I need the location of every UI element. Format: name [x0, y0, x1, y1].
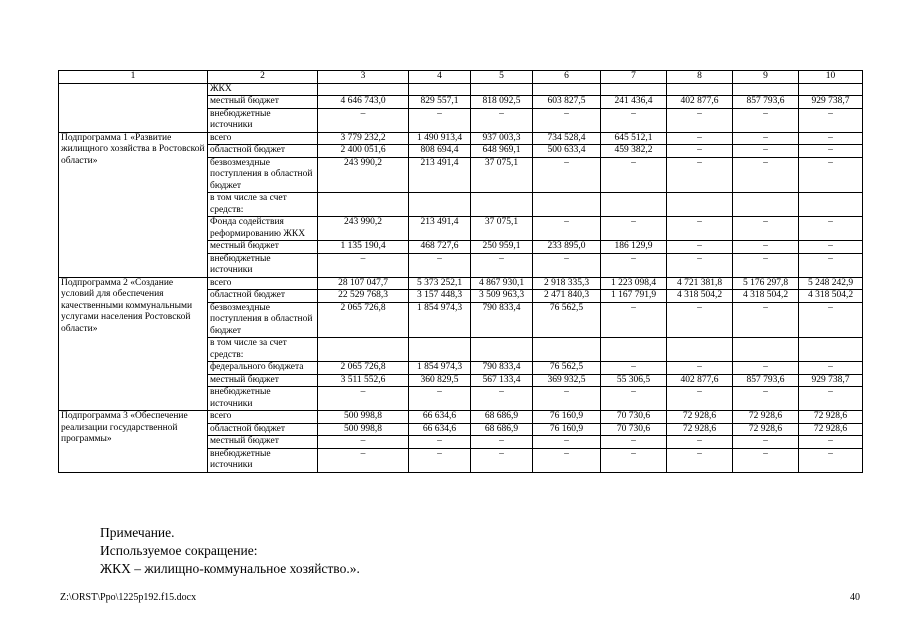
value-cell: 567 133,4 [471, 374, 533, 387]
value-cell: 186 129,9 [601, 241, 667, 254]
value-cell: 645 512,1 [601, 132, 667, 145]
value-cell: – [409, 387, 471, 411]
value-cell: – [533, 436, 601, 449]
value-cell: 72 928,6 [667, 411, 733, 424]
value-cell: 76 160,9 [533, 411, 601, 424]
funding-source-cell: безвозмездные поступления в областной бюджет [208, 302, 318, 338]
value-cell: 233 895,0 [533, 241, 601, 254]
value-cell: – [601, 253, 667, 277]
value-cell: 2 065 726,8 [318, 302, 409, 338]
value-cell: – [318, 448, 409, 472]
value-cell: 55 306,5 [601, 374, 667, 387]
value-cell: 500 998,8 [318, 423, 409, 436]
value-cell: – [799, 217, 863, 241]
value-cell: – [533, 217, 601, 241]
funding-source-cell: всего [208, 411, 318, 424]
value-cell [409, 83, 471, 96]
note-abbreviation: ЖКХ – жилищно-коммунальное хозяйство.». [100, 561, 360, 576]
value-cell: 937 003,3 [471, 132, 533, 145]
funding-source-cell: внебюджетные источники [208, 387, 318, 411]
value-cell [601, 338, 667, 362]
value-cell: – [667, 253, 733, 277]
value-cell: 4 721 381,8 [667, 277, 733, 290]
value-cell [409, 338, 471, 362]
value-cell: – [409, 253, 471, 277]
value-cell: – [799, 108, 863, 132]
value-cell [318, 338, 409, 362]
value-cell: – [733, 145, 799, 158]
value-cell: 360 829,5 [409, 374, 471, 387]
value-cell: 4 867 930,1 [471, 277, 533, 290]
value-cell: – [733, 387, 799, 411]
value-cell: 28 107 047,7 [318, 277, 409, 290]
value-cell: 37 075,1 [471, 157, 533, 193]
value-cell: 5 176 297,8 [733, 277, 799, 290]
value-cell: 857 793,6 [733, 96, 799, 109]
value-cell [733, 338, 799, 362]
value-cell: – [799, 448, 863, 472]
value-cell: – [533, 108, 601, 132]
value-cell: – [799, 157, 863, 193]
value-cell: – [601, 448, 667, 472]
value-cell: – [667, 436, 733, 449]
value-cell: – [799, 132, 863, 145]
value-cell: 243 990,2 [318, 157, 409, 193]
value-cell: 70 730,6 [601, 423, 667, 436]
value-cell: – [601, 387, 667, 411]
funding-source-cell: в том числе за счет средств: [208, 193, 318, 217]
value-cell: – [533, 157, 601, 193]
value-cell: 2 065 726,8 [318, 362, 409, 375]
value-cell [409, 193, 471, 217]
value-cell [471, 338, 533, 362]
value-cell: 648 969,1 [471, 145, 533, 158]
document-path: Z:\ORST\Ppo\1225p192.f15.docx [60, 592, 197, 603]
table-header-row [59, 71, 863, 84]
funding-source-cell: всего [208, 132, 318, 145]
page-number: 40 [850, 592, 860, 603]
value-cell: 68 686,9 [471, 411, 533, 424]
value-cell: – [799, 362, 863, 375]
value-cell: – [799, 387, 863, 411]
value-cell: – [799, 145, 863, 158]
value-cell: – [601, 217, 667, 241]
value-cell: 500 998,8 [318, 411, 409, 424]
funding-source-cell: областной бюджет [208, 145, 318, 158]
value-cell: – [409, 436, 471, 449]
value-cell: – [667, 302, 733, 338]
value-cell: 3 157 448,3 [409, 290, 471, 303]
value-cell: – [471, 253, 533, 277]
value-cell [733, 193, 799, 217]
value-cell: 243 990,2 [318, 217, 409, 241]
value-cell: 857 793,6 [733, 374, 799, 387]
value-cell: 2 471 840,3 [533, 290, 601, 303]
value-cell: – [667, 132, 733, 145]
value-cell: – [409, 448, 471, 472]
program-name-cell: Подпрограмма 1 «Развитие жилищного хозяйства в Ростовской области» [59, 132, 208, 277]
funding-source-cell: местный бюджет [208, 96, 318, 109]
value-cell [733, 83, 799, 96]
value-cell: – [733, 302, 799, 338]
column-header: 2 [208, 71, 318, 84]
value-cell [601, 83, 667, 96]
funding-source-cell: местный бюджет [208, 374, 318, 387]
program-name-cell: Подпрограмма 2 «Создание условий для обеспечения качественными коммунальными услугами населения Ростовской области» [59, 277, 208, 411]
value-cell: 3 779 232,2 [318, 132, 409, 145]
value-cell: 459 382,2 [601, 145, 667, 158]
value-cell: 250 959,1 [471, 241, 533, 254]
value-cell: 72 928,6 [799, 411, 863, 424]
value-cell [601, 193, 667, 217]
value-cell: 76 562,5 [533, 362, 601, 375]
funding-source-cell: внебюджетные источники [208, 253, 318, 277]
value-cell: 1 223 098,4 [601, 277, 667, 290]
value-cell: – [601, 108, 667, 132]
value-cell: 1 854 974,3 [409, 362, 471, 375]
value-cell: 3 509 963,3 [471, 290, 533, 303]
column-header: 3 [318, 71, 409, 84]
column-header: 4 [409, 71, 471, 84]
value-cell: 241 436,4 [601, 96, 667, 109]
note-abbreviation-heading: Используемое сокращение: [100, 543, 258, 558]
value-cell: – [471, 448, 533, 472]
value-cell: 2 918 335,3 [533, 277, 601, 290]
funding-source-cell: областной бюджет [208, 290, 318, 303]
value-cell: – [667, 145, 733, 158]
value-cell [799, 83, 863, 96]
value-cell: – [799, 241, 863, 254]
value-cell: – [533, 387, 601, 411]
value-cell: – [733, 241, 799, 254]
value-cell [533, 193, 601, 217]
value-cell: – [471, 387, 533, 411]
table-row [59, 132, 863, 145]
value-cell: 734 528,4 [533, 132, 601, 145]
value-cell: – [318, 108, 409, 132]
value-cell: – [667, 217, 733, 241]
value-cell: 1 167 791,9 [601, 290, 667, 303]
table-row [59, 83, 863, 96]
value-cell: – [733, 253, 799, 277]
program-name-cell [59, 83, 208, 132]
value-cell: 76 160,9 [533, 423, 601, 436]
value-cell: 213 491,4 [409, 157, 471, 193]
value-cell: 468 727,6 [409, 241, 471, 254]
value-cell: 72 928,6 [667, 423, 733, 436]
value-cell: – [667, 387, 733, 411]
value-cell: 213 491,4 [409, 217, 471, 241]
value-cell: – [601, 302, 667, 338]
value-cell: 5 248 242,9 [799, 277, 863, 290]
value-cell [533, 338, 601, 362]
value-cell: – [318, 436, 409, 449]
value-cell: 790 833,4 [471, 302, 533, 338]
value-cell: 37 075,1 [471, 217, 533, 241]
value-cell: – [667, 108, 733, 132]
value-cell: – [733, 448, 799, 472]
value-cell: – [733, 217, 799, 241]
value-cell: 5 373 252,1 [409, 277, 471, 290]
column-header: 1 [59, 71, 208, 84]
column-header: 10 [799, 71, 863, 84]
value-cell: 4 646 743,0 [318, 96, 409, 109]
value-cell: 1 854 974,3 [409, 302, 471, 338]
funding-source-cell: местный бюджет [208, 436, 318, 449]
table-row [59, 277, 863, 290]
value-cell: 818 092,5 [471, 96, 533, 109]
value-cell: 76 562,5 [533, 302, 601, 338]
column-header: 6 [533, 71, 601, 84]
value-cell [667, 338, 733, 362]
value-cell: – [733, 436, 799, 449]
value-cell [799, 338, 863, 362]
value-cell: 929 738,7 [799, 96, 863, 109]
value-cell [318, 83, 409, 96]
funding-source-cell: ЖКХ [208, 83, 318, 96]
value-cell: – [601, 436, 667, 449]
value-cell [667, 193, 733, 217]
value-cell: 603 827,5 [533, 96, 601, 109]
value-cell: 72 928,6 [799, 423, 863, 436]
value-cell: 4 318 504,2 [799, 290, 863, 303]
value-cell [533, 83, 601, 96]
funding-source-cell: внебюджетные источники [208, 108, 318, 132]
value-cell: – [799, 436, 863, 449]
value-cell: 790 833,4 [471, 362, 533, 375]
value-cell: 4 318 504,2 [667, 290, 733, 303]
value-cell: – [733, 108, 799, 132]
value-cell: – [667, 362, 733, 375]
value-cell: 402 877,6 [667, 374, 733, 387]
value-cell: – [667, 157, 733, 193]
table-row [59, 411, 863, 424]
value-cell: – [533, 448, 601, 472]
value-cell: – [318, 253, 409, 277]
value-cell [471, 83, 533, 96]
budget-table [58, 70, 863, 473]
funding-source-cell: безвозмездные поступления в областной бюджет [208, 157, 318, 193]
value-cell: – [533, 253, 601, 277]
value-cell: 829 557,1 [409, 96, 471, 109]
funding-source-cell: в том числе за счет средств: [208, 338, 318, 362]
value-cell: – [799, 253, 863, 277]
column-header: 5 [471, 71, 533, 84]
value-cell: – [733, 362, 799, 375]
value-cell: – [471, 108, 533, 132]
funding-source-cell: областной бюджет [208, 423, 318, 436]
value-cell: – [601, 362, 667, 375]
value-cell: 402 877,6 [667, 96, 733, 109]
value-cell: 500 633,4 [533, 145, 601, 158]
value-cell: 2 400 051,6 [318, 145, 409, 158]
value-cell: 1 490 913,4 [409, 132, 471, 145]
value-cell: – [799, 302, 863, 338]
value-cell: – [733, 157, 799, 193]
funding-source-cell: внебюджетные источники [208, 448, 318, 472]
value-cell: 4 318 504,2 [733, 290, 799, 303]
value-cell: 22 529 768,3 [318, 290, 409, 303]
value-cell: 808 694,4 [409, 145, 471, 158]
value-cell: 369 932,5 [533, 374, 601, 387]
value-cell: – [601, 157, 667, 193]
value-cell: 72 928,6 [733, 423, 799, 436]
value-cell [667, 83, 733, 96]
value-cell: 66 634,6 [409, 423, 471, 436]
value-cell: – [471, 436, 533, 449]
funding-source-cell: федерального бюджета [208, 362, 318, 375]
value-cell [318, 193, 409, 217]
column-header: 8 [667, 71, 733, 84]
value-cell: – [409, 108, 471, 132]
program-name-cell: Подпрограмма 3 «Обеспечение реализации государственной программы» [59, 411, 208, 473]
value-cell: – [318, 387, 409, 411]
value-cell: 66 634,6 [409, 411, 471, 424]
value-cell: – [733, 132, 799, 145]
value-cell: 3 511 552,6 [318, 374, 409, 387]
column-header: 7 [601, 71, 667, 84]
note-title: Примечание. [100, 525, 175, 540]
value-cell: 72 928,6 [733, 411, 799, 424]
value-cell: 68 686,9 [471, 423, 533, 436]
value-cell: 1 135 190,4 [318, 241, 409, 254]
funding-source-cell: местный бюджет [208, 241, 318, 254]
funding-source-cell: всего [208, 277, 318, 290]
funding-source-cell: Фонда содействия реформированию ЖКХ [208, 217, 318, 241]
value-cell: 929 738,7 [799, 374, 863, 387]
value-cell: – [667, 448, 733, 472]
value-cell [799, 193, 863, 217]
value-cell: – [667, 241, 733, 254]
column-header: 9 [733, 71, 799, 84]
value-cell: 70 730,6 [601, 411, 667, 424]
value-cell [471, 193, 533, 217]
